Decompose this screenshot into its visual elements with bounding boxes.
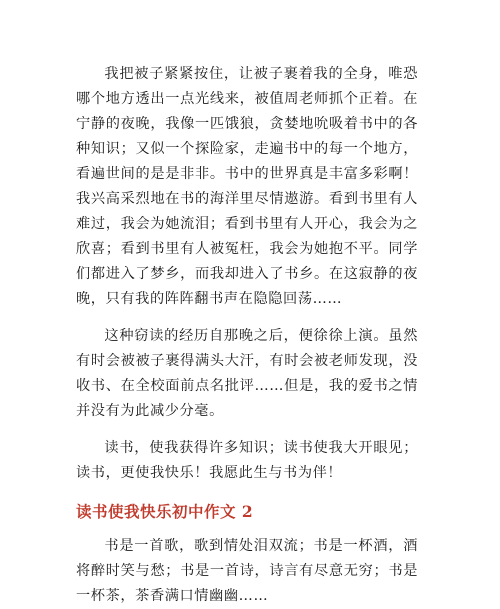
paragraph-3: 读书，使我获得许多知识；读书使我大开眼见；读书，更使我快乐！我愿此生与书为伴！	[76, 440, 418, 481]
section-heading: 读书使我快乐初中作文 2	[76, 502, 254, 521]
paragraph-2: 这种窃读的经历自那晚之后，便徐徐上演。虽然有时会被被子裹得满头大汗，有时会被老师发现，没收书、在全校面前点名批评……但是，我的爱书之情并没有为此减少分毫。	[76, 328, 418, 419]
paragraph-4: 书是一首歌，歌到情处泪双流；书是一杯酒，酒将醉时笑与愁；书是一首诗，诗言有尽意无穷；书是一杯茶，茶香满口情幽幽……	[76, 538, 418, 604]
document-body	[76, 62, 418, 609]
paragraph-1: 我把被子紧紧按住，让被子裹着我的全身，唯恐哪个地方透出一点光线来，被值周老师抓个正着。在宁静的夜晚，我像一匹饿狼，贪婪地吮吸着书中的各种知识；又似一个探险家，走遍书中的每一个地方，看遍世间的是是非非。书中的世界真是丰富多彩啊！我兴高采烈地在书的海洋里尽情遨游。看到书里有人难过，我会为她流泪；看到书里有人开心，我会为之欣喜；看到书里有人被冤枉，我会为她抱不平。同学们都进入了梦乡，而我却进入了书乡。在这寂静的夜晚，只有我的阵阵翻书声在隐隐回荡……	[76, 66, 418, 307]
